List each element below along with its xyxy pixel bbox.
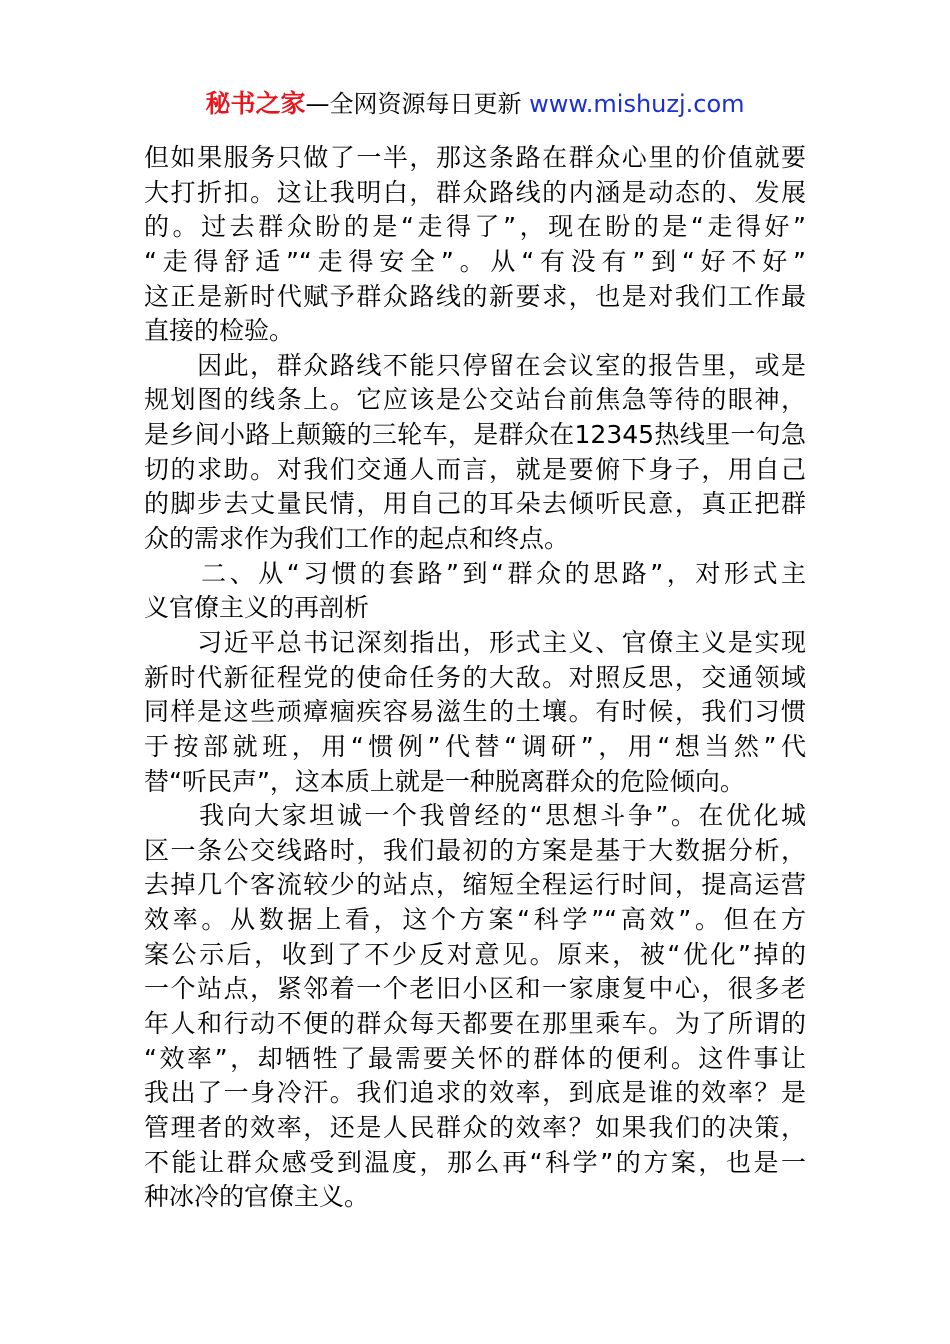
site-tagline: —全网资源每日更新 <box>305 90 522 118</box>
text-line: 切的求助。对我们交通人而言，就是要俯下身子，用自己 <box>144 454 806 484</box>
text-line: 管理者的效率，还是人民群众的效率？如果我们的决策， <box>144 1112 806 1142</box>
text-line: 去掉几个客流较少的站点，缩短全程运行时间，提高运营 <box>144 870 806 900</box>
text-line: 年人和行动不便的群众每天都要在那里乘车。为了所谓的 <box>144 1009 806 1039</box>
text-line: 众的需求作为我们工作的起点和终点。 <box>144 524 570 554</box>
text-line: 规划图的线条上。它应该是公交站台前焦急等待的眼神， <box>144 385 806 415</box>
text-line: 我出了一身冷汗。我们追求的效率，到底是谁的效率？是 <box>144 1078 806 1108</box>
text-line: 案公示后，收到了不少反对意见。原来，被“优化”掉的 <box>144 939 806 969</box>
text-line: 不能让群众感受到温度，那么再“科学”的方案，也是一 <box>144 1147 806 1177</box>
text-line: 区一条公交线路时，我们最初的方案是基于大数据分析， <box>144 835 806 865</box>
site-url[interactable]: www.mishuzj.com <box>529 90 745 118</box>
text-line: 效率。从数据上看，这个方案“科学”“高效”。但在方 <box>144 905 806 935</box>
text-line: 的。过去群众盼的是“走得了”，现在盼的是“走得好” <box>144 212 806 242</box>
site-brand: 秘书之家 <box>205 89 306 118</box>
paragraph-first-line: 我向大家坦诚一个我曾经的“思想斗争”。在优化城 <box>144 801 806 831</box>
paragraph-first-line: 因此，群众路线不能只停留在会议室的报告里，或是 <box>144 350 806 380</box>
text-line: 新时代新征程党的使命任务的大敌。对照反思，交通领域 <box>144 662 806 692</box>
text-line: 直接的检验。 <box>144 316 295 346</box>
text-line: 这正是新时代赋予群众路线的新要求，也是对我们工作最 <box>144 281 806 311</box>
text-line: 种冰冷的官僚主义。 <box>144 1182 370 1212</box>
text-line: 同样是这些顽瘴痼疾容易滋生的土壤。有时候，我们习惯 <box>144 697 806 727</box>
text-line: 的脚步去丈量民情，用自己的耳朵去倾听民意，真正把群 <box>144 489 806 519</box>
text-line: 于按部就班，用“惯例”代替“调研”，用“想当然”代 <box>144 731 806 761</box>
text-line: 是乡间小路上颠簸的三轮车，是群众在12345热线里一句急 <box>144 420 806 450</box>
text-line: 大打折扣。这让我明白，群众路线的内涵是动态的、发展 <box>144 177 806 207</box>
page-header <box>0 86 950 122</box>
text-line: 一个站点，紧邻着一个老旧小区和一家康复中心，很多老 <box>144 974 806 1004</box>
section-heading-line: 义官僚主义的再剖析 <box>144 593 370 623</box>
paragraph-first-line: 习近平总书记深刻指出，形式主义、官僚主义是实现 <box>144 627 806 657</box>
text-line: “走得舒适”“走得安全”。从“有没有”到“好不好” <box>144 246 806 276</box>
text-line: 替“听民声”，这本质上就是一种脱离群众的危险倾向。 <box>144 766 745 796</box>
text-line: “效率”，却牺牲了最需要关怀的群体的便利。这件事让 <box>144 1043 806 1073</box>
text-line: 但如果服务只做了一半，那这条路在群众心里的价值就要 <box>144 143 806 172</box>
section-heading-line: 二、从“习惯的套路”到“群众的思路”，对形式主 <box>144 558 806 588</box>
document-body <box>144 141 806 1215</box>
